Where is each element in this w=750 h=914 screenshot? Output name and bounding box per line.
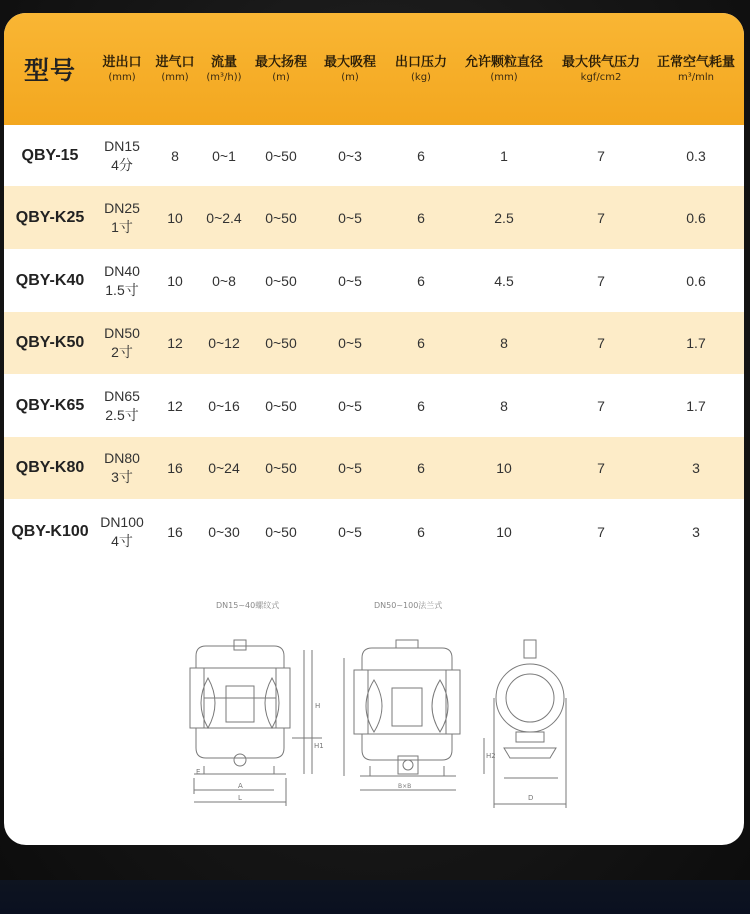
svg-text:A: A bbox=[238, 782, 243, 790]
table-row bbox=[4, 125, 744, 186]
cell-supply: 7 bbox=[597, 272, 605, 289]
cell-suction: 0~5 bbox=[338, 460, 362, 476]
cell-dn: DN15 bbox=[104, 137, 140, 154]
cell-pressure: 6 bbox=[417, 209, 425, 226]
cell-suction: 0~3 bbox=[338, 147, 362, 164]
cell-dn: DN25 bbox=[104, 199, 140, 216]
cell-head: 0~50 bbox=[265, 147, 297, 164]
cell-supply: 7 bbox=[597, 397, 605, 414]
cell-supply: 7 bbox=[597, 209, 605, 226]
pump-flanged-view bbox=[344, 640, 460, 790]
cell-air: 12 bbox=[167, 335, 183, 351]
cell-flow: 0~16 bbox=[208, 397, 240, 414]
cell-air: 8 bbox=[171, 147, 179, 164]
header-col-7: 最大供气压力 kgf/cm2 bbox=[561, 55, 640, 83]
cell-particle: 4.5 bbox=[494, 272, 514, 289]
cell-particle: 10 bbox=[496, 460, 512, 476]
cell-dn: DN40 bbox=[104, 262, 140, 279]
cell-head: 0~50 bbox=[265, 209, 297, 226]
cell-port-size bbox=[94, 499, 150, 565]
cell-pressure: 6 bbox=[417, 524, 425, 540]
cell-air: 10 bbox=[167, 272, 183, 289]
pump-dimension-drawing bbox=[174, 598, 594, 820]
cell-particle: 2.5 bbox=[494, 209, 514, 226]
cell-inch: 4寸 bbox=[111, 533, 133, 549]
cell-model: QBY-K100 bbox=[11, 523, 89, 540]
bottom-strip bbox=[0, 880, 750, 914]
cell-model: QBY-K40 bbox=[15, 271, 85, 289]
cell-particle: 8 bbox=[500, 397, 508, 414]
cell-consumption: 1.7 bbox=[686, 397, 706, 414]
cell-consumption: 3 bbox=[692, 524, 700, 540]
drawing-label-right: DN50~100法兰式 bbox=[374, 601, 443, 610]
table-header bbox=[4, 13, 744, 125]
header-col-6: 允许颗粒直径 (mm) bbox=[464, 55, 543, 83]
cell-inch: 2.5寸 bbox=[105, 406, 139, 423]
cell-model: QBY-K25 bbox=[15, 208, 85, 226]
cell-suction: 0~5 bbox=[338, 335, 362, 351]
cell-flow: 0~2.4 bbox=[206, 209, 242, 226]
cell-flow: 0~24 bbox=[208, 460, 240, 476]
header-model bbox=[4, 13, 96, 125]
table-row bbox=[4, 374, 744, 437]
cell-dn: DN50 bbox=[104, 325, 140, 341]
cell-pressure: 6 bbox=[417, 397, 425, 414]
cell-pressure: 6 bbox=[417, 272, 425, 289]
cell-flow: 0~12 bbox=[208, 335, 240, 351]
cell-particle: 1 bbox=[500, 147, 508, 164]
cell-pressure: 6 bbox=[417, 460, 425, 476]
cell-suction: 0~5 bbox=[338, 209, 362, 226]
cell-consumption: 1.7 bbox=[686, 335, 706, 351]
svg-text:E: E bbox=[196, 768, 201, 776]
cell-head: 0~50 bbox=[265, 272, 297, 289]
cell-dn: DN100 bbox=[100, 514, 144, 530]
table-row bbox=[4, 499, 744, 565]
cell-inch: 1寸 bbox=[111, 218, 133, 235]
cell-port-size bbox=[94, 186, 150, 249]
cell-inch: 4分 bbox=[111, 156, 133, 173]
svg-text:L: L bbox=[238, 794, 242, 802]
cell-inch: 1.5寸 bbox=[105, 281, 139, 298]
cell-port-size bbox=[94, 374, 150, 437]
cell-flow: 0~30 bbox=[208, 524, 240, 540]
header-col-5: 出口压力 (kg) bbox=[394, 55, 447, 83]
header-col-3: 最大扬程 (m) bbox=[254, 55, 307, 83]
table-row bbox=[4, 186, 744, 249]
cell-supply: 7 bbox=[597, 524, 605, 540]
cell-consumption: 0.3 bbox=[686, 147, 706, 164]
cell-consumption: 0.6 bbox=[686, 209, 706, 226]
table-row bbox=[4, 249, 744, 312]
cell-pressure: 6 bbox=[417, 335, 425, 351]
cell-supply: 7 bbox=[597, 460, 605, 476]
cell-model: QBY-K65 bbox=[15, 396, 85, 414]
cell-port-size bbox=[94, 125, 150, 186]
svg-text:H2: H2 bbox=[486, 752, 496, 760]
cell-inch: 2寸 bbox=[111, 344, 133, 360]
cell-particle: 8 bbox=[500, 335, 508, 351]
svg-text:H: H bbox=[315, 702, 321, 710]
cell-air: 16 bbox=[167, 460, 183, 476]
cell-consumption: 0.6 bbox=[686, 272, 706, 289]
cell-pressure: 6 bbox=[417, 147, 425, 164]
cell-head: 0~50 bbox=[265, 524, 297, 540]
cell-port-size bbox=[94, 312, 150, 374]
svg-text:H1: H1 bbox=[314, 742, 324, 750]
header-col-1: 进气口 (mm) bbox=[155, 55, 195, 83]
cell-inch: 3寸 bbox=[111, 469, 133, 485]
cell-head: 0~50 bbox=[265, 335, 297, 351]
cell-suction: 0~5 bbox=[338, 397, 362, 414]
header-col-2: 流量 (m³/h)) bbox=[206, 55, 242, 83]
drawing-label-left: DN15~40螺纹式 bbox=[216, 601, 280, 610]
cell-consumption: 3 bbox=[692, 460, 700, 476]
cell-head: 0~50 bbox=[265, 397, 297, 414]
cell-port-size bbox=[94, 437, 150, 499]
cell-suction: 0~5 bbox=[338, 524, 362, 540]
cell-flow: 0~1 bbox=[212, 147, 236, 164]
cell-suction: 0~5 bbox=[338, 272, 362, 289]
cell-air: 12 bbox=[167, 397, 183, 414]
cell-model: QBY-K80 bbox=[15, 459, 85, 476]
cell-air: 10 bbox=[167, 209, 183, 226]
table-row bbox=[4, 437, 744, 499]
cell-dn: DN80 bbox=[104, 450, 140, 466]
cell-particle: 10 bbox=[496, 524, 512, 540]
cell-supply: 7 bbox=[597, 147, 605, 164]
header-title: 型号 bbox=[23, 56, 76, 85]
cell-model: QBY-15 bbox=[21, 146, 79, 164]
header-col-4: 最大吸程 (m) bbox=[323, 55, 376, 83]
spec-card bbox=[4, 13, 744, 845]
cell-supply: 7 bbox=[597, 335, 605, 351]
cell-dn: DN65 bbox=[104, 387, 140, 404]
header-col-0: 进出口 (mm) bbox=[102, 55, 142, 83]
cell-model: QBY-K50 bbox=[15, 334, 85, 351]
cell-port-size bbox=[94, 249, 150, 312]
cell-flow: 0~8 bbox=[212, 272, 236, 289]
svg-text:B×B: B×B bbox=[398, 783, 412, 790]
pump-side-view bbox=[484, 640, 566, 808]
svg-text:D: D bbox=[528, 794, 534, 802]
table-row bbox=[4, 312, 744, 374]
cell-air: 16 bbox=[167, 524, 183, 540]
header-col-8: 正常空气耗量 m³/mln bbox=[656, 55, 735, 83]
cell-head: 0~50 bbox=[265, 460, 297, 476]
pump-threaded-view bbox=[190, 640, 324, 806]
